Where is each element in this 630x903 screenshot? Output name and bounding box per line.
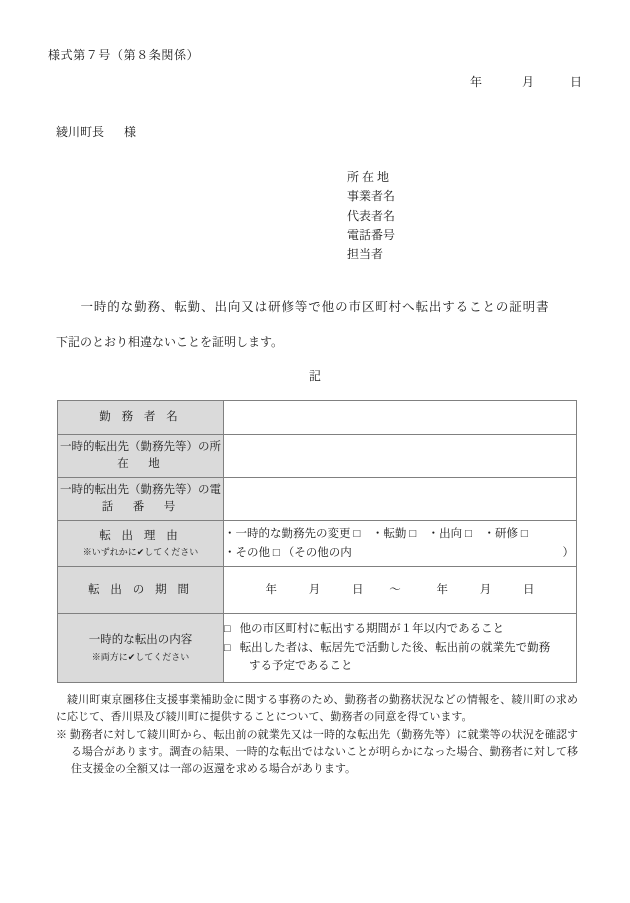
label-destination-address xyxy=(58,435,224,478)
period-from-month: 月 xyxy=(308,583,321,596)
reason-options-line1[interactable]: ・一時的な勤務先の変更 □ ・転勤 □ ・出向 □ ・研修 □ xyxy=(224,527,528,540)
reason-options-line2 xyxy=(224,544,576,563)
period-tilde: ～ xyxy=(389,583,401,596)
reason-other-option[interactable]: ・その他 □ （その他の内 xyxy=(224,546,352,559)
value-destination-address[interactable] xyxy=(224,435,577,478)
value-period[interactable] xyxy=(224,567,577,614)
value-reason-options xyxy=(224,521,577,567)
sender-field-business-name: 事業者名 xyxy=(347,189,396,204)
value-destination-phone[interactable] xyxy=(224,478,577,521)
table-row-reason xyxy=(58,521,577,567)
sender-info-block xyxy=(347,168,395,264)
checkbox-icon[interactable]: □ xyxy=(224,623,231,636)
content-checkbox-2-label-line2: する予定であること xyxy=(249,660,353,673)
table-row-worker-name xyxy=(58,401,577,435)
table-row-destination-phone xyxy=(58,478,577,521)
certification-statement: 下記のとおり相違ないことを証明します。 xyxy=(56,335,284,349)
sender-field-representative-name: 代表者名 xyxy=(347,208,396,223)
sender-field-contact-person: 担当者 xyxy=(347,247,384,262)
period-from-year: 年 xyxy=(265,583,277,596)
content-checkbox-item-2[interactable] xyxy=(224,639,576,676)
date-month-label: 月 xyxy=(521,75,534,89)
addressee-honorific: 様 xyxy=(124,125,137,139)
period-to-month: 月 xyxy=(479,583,492,596)
label-content-text: 一時的な転出の内容 xyxy=(88,634,193,647)
footer-notes xyxy=(56,692,578,778)
table-row-period xyxy=(58,567,577,614)
value-content-checkboxes xyxy=(224,614,577,683)
label-destination-phone-line1: 一時的転出先（勤務先等）の電 xyxy=(60,484,221,497)
content-checkbox-item-1[interactable] xyxy=(224,620,576,639)
period-from-day: 日 xyxy=(352,583,364,596)
checkbox-icon[interactable]: □ xyxy=(224,641,231,654)
date-line xyxy=(0,73,582,90)
date-year-label: 年 xyxy=(469,75,482,89)
sender-field-address: 所 在 地 xyxy=(347,170,390,184)
label-period-text: 転 出 の 期 間 xyxy=(88,583,193,596)
table-row-content xyxy=(58,614,577,683)
label-content xyxy=(58,614,224,683)
content-checkbox-1-label: 他の市区町村に転出する期間が１年以内であること xyxy=(239,623,505,636)
ki-marker: 記 xyxy=(308,369,321,383)
certificate-table xyxy=(57,400,577,683)
period-to-day: 日 xyxy=(523,583,535,596)
date-day-label: 日 xyxy=(569,75,582,89)
label-destination-phone-line2: 話 番 号 xyxy=(101,501,180,513)
form-number: 様式第７号（第８条関係） xyxy=(48,48,200,62)
label-reason-text: 転 出 理 由 xyxy=(99,529,182,542)
label-reason-note: ※いずれかに✔してください xyxy=(82,547,199,558)
label-content-note: ※両方に✔してください xyxy=(91,651,190,662)
table-row-destination-address xyxy=(58,435,577,478)
footer-paragraph-1: 綾川町東京圏移住支援事業補助金に関する事務のため、勤務者の勤務状況などの情報を、綾川町の求めに応じて、香川県及び綾川町に提供することについて、勤務者の同意を得ています。 xyxy=(56,694,578,724)
label-worker-name-text: 勤 務 者 名 xyxy=(99,411,182,424)
addressee xyxy=(56,123,136,140)
label-reason xyxy=(58,521,224,567)
label-worker-name xyxy=(58,401,224,435)
label-period xyxy=(58,567,224,614)
document-title: 一時的な勤務、転勤、出向又は研修等で他の市区町村へ転出することの証明書 xyxy=(80,300,550,314)
label-destination-address-line2: 在 地 xyxy=(117,458,164,470)
footer-paragraph-2: ※ 勤務者に対して綾川町から、転出前の就業先又は一時的な転出先（勤務先等）に就業等の状況を確認する場合があります。調査の結果、一時的な転出ではないことが明らかになった場合、勤務者に対して移住支援金の全額又は一部の返還を求める場合があります。 xyxy=(56,729,578,776)
addressee-office: 綾川町長 xyxy=(56,125,105,139)
value-worker-name[interactable] xyxy=(224,401,577,435)
period-to-year: 年 xyxy=(436,583,448,596)
label-destination-address-line1: 一時的転出先（勤務先等）の所 xyxy=(60,441,221,454)
sender-field-phone: 電話番号 xyxy=(347,227,396,242)
reason-other-paren-close: ） xyxy=(562,546,574,559)
content-checkbox-2-label-line1: 転出した者は、転居先で活動した後、転出前の就業先で勤務 xyxy=(239,641,551,654)
label-destination-phone xyxy=(58,478,224,521)
